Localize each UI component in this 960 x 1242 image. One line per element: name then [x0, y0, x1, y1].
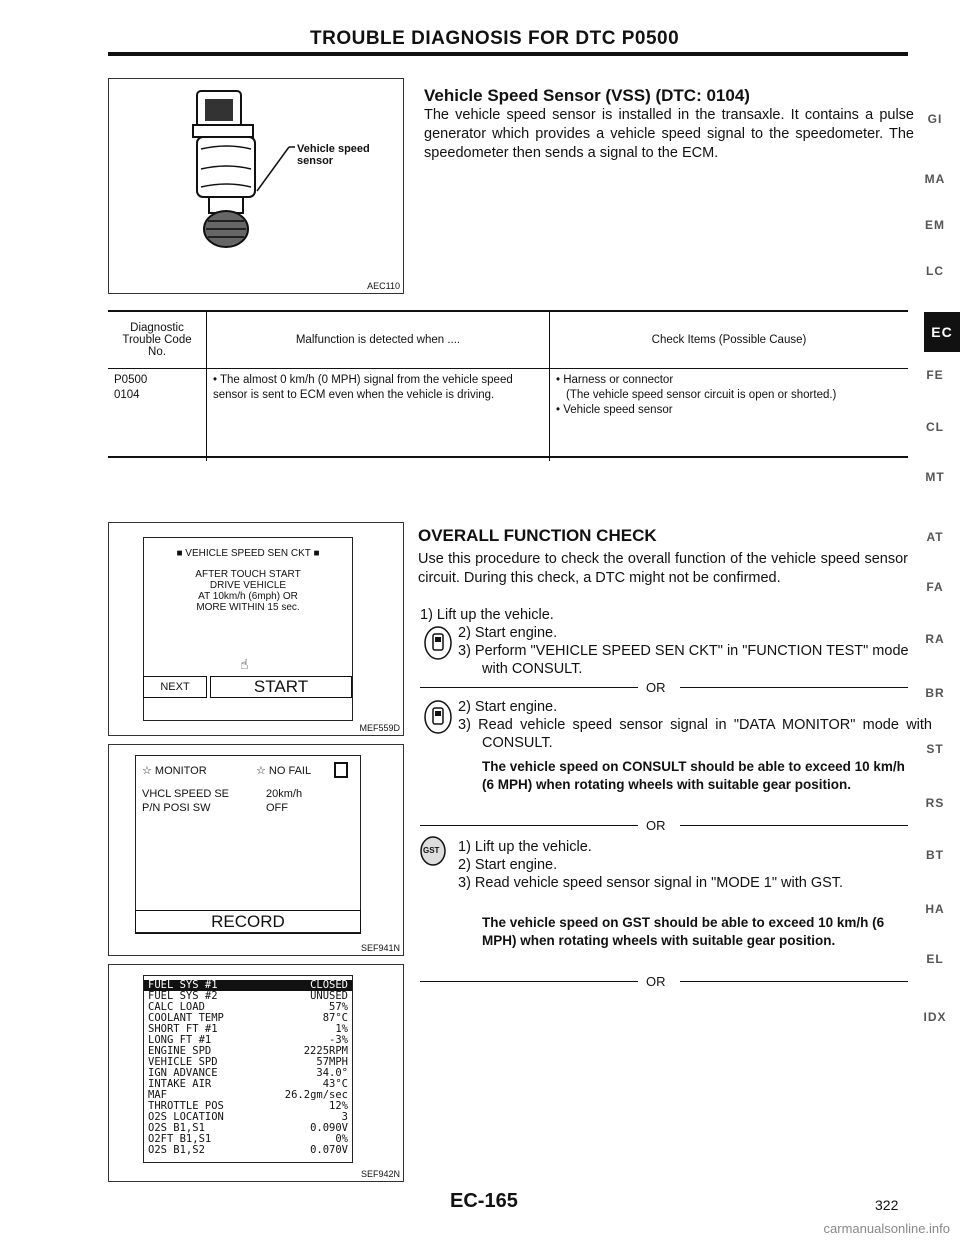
or-divider: [420, 680, 908, 694]
gst-data-row: [144, 1145, 352, 1156]
sensor-callout: Vehicle speed sensor: [297, 143, 370, 167]
monitor-row-label: P/N POSI SW: [142, 802, 211, 814]
cell-dtc-code: P0500 0104: [108, 369, 207, 462]
cell-malfunction: • The almost 0 km/h (0 MPH) signal from the vehicle speed sensor is sent to ECM even when the vehicle is driving.: [207, 369, 550, 462]
section-tab-lc[interactable]: LC: [926, 264, 944, 278]
consult-screen: [143, 537, 353, 721]
gst-row-value: 0.090V: [310, 1122, 348, 1134]
gst-row-label: FUEL SYS #2: [148, 990, 218, 1002]
page-number: 322: [875, 1197, 899, 1213]
section-tab-ma[interactable]: MA: [924, 172, 946, 186]
gst-screen: [143, 975, 353, 1163]
gst-row-label: CALC LOAD: [148, 1001, 205, 1013]
check-item: • Vehicle speed sensor: [556, 404, 673, 416]
section-tab-idx[interactable]: IDX: [923, 1010, 947, 1024]
figure-code: SEF941N: [360, 943, 400, 953]
gst-row-value: 3: [341, 1111, 348, 1123]
or-label: OR: [646, 680, 666, 695]
gst-row-label: ENGINE SPD: [148, 1045, 212, 1057]
gst-row-label: O2S B1,S1: [148, 1122, 205, 1134]
gst-row-label: COOLANT TEMP: [148, 1012, 224, 1024]
gst-row-value: 26.2gm/sec: [284, 1089, 348, 1101]
data-monitor-screen: [135, 755, 361, 933]
figure-code: SEF942N: [360, 1169, 400, 1179]
screen-line: AFTER TOUCH START: [195, 569, 301, 580]
screen-line: MORE WITHIN 15 sec.: [196, 602, 300, 613]
table-row: [108, 369, 908, 462]
gst-row-value: -3%: [329, 1034, 348, 1046]
gst-data-figure: [108, 964, 404, 1182]
section-tab-ha[interactable]: HA: [925, 902, 945, 916]
figure-code: MEF559D: [359, 723, 400, 733]
gst-row-label: LONG FT #1: [148, 1034, 212, 1046]
gst-row-label: O2S B1,S2: [148, 1144, 205, 1156]
gst-row-value: 1%: [335, 1023, 348, 1035]
gst-row-label: O2FT B1,S1: [148, 1133, 212, 1145]
gst-icon: [420, 836, 446, 866]
gst-row-label: SHORT FT #1: [148, 1023, 218, 1035]
section-tab-bt[interactable]: BT: [926, 848, 944, 862]
gst-row-label: MAF: [148, 1089, 167, 1101]
page-title: TROUBLE DIAGNOSIS FOR DTC P0500: [310, 28, 680, 49]
section-tab-gi[interactable]: GI: [927, 112, 943, 126]
section-tab-fa[interactable]: FA: [926, 580, 944, 594]
monitor-row-value: OFF: [266, 802, 288, 814]
gst-row-value: CLOSED: [310, 979, 348, 991]
page-code: EC-165: [450, 1190, 518, 1212]
section-tab-br[interactable]: BR: [925, 686, 945, 700]
vehicle-speed-sensor-illustration: [109, 79, 403, 293]
gst-row-value: 2225RPM: [303, 1045, 348, 1057]
table-bottom-rule: [108, 456, 908, 458]
section-tab-el[interactable]: EL: [926, 952, 944, 966]
checkbox-icon[interactable]: [334, 762, 348, 778]
gst-row-value: 57%: [329, 1001, 348, 1013]
check-item: • Harness or connector: [556, 374, 674, 386]
step-text: 3) Read vehicle speed sensor signal in "MODE 1" with GST.: [458, 875, 844, 891]
table-header-row: [108, 312, 908, 369]
consult-screen-figure: [108, 522, 404, 736]
gst-row-label: INTAKE AIR: [148, 1078, 212, 1090]
step-note: The vehicle speed on CONSULT should be able to exceed 10 km/h (6 MPH) when rotating wheels with suitable gear position.: [482, 759, 905, 792]
cell-check-items: [550, 369, 909, 462]
sensor-figure: [108, 78, 404, 294]
step-note: The vehicle speed on GST should be able to exceed 10 km/h (6 MPH) when rotating wheels with suitable gear position.: [482, 915, 885, 948]
section-tab-ec[interactable]: EC: [924, 312, 960, 352]
section-tab-em[interactable]: EM: [925, 218, 945, 232]
consult-icon: [424, 626, 452, 665]
or-label: OR: [646, 818, 666, 833]
check-heading: OVERALL FUNCTION CHECK: [418, 526, 657, 545]
monitor-row-value: 20km/h: [266, 788, 303, 800]
screen-line: DRIVE VEHICLE: [209, 580, 287, 591]
step-text: 2) Start engine.: [458, 699, 558, 715]
gst-row-label: IGN ADVANCE: [148, 1067, 218, 1079]
gst-row-label: VEHICLE SPD: [148, 1056, 218, 1068]
figure-code: AEC110: [367, 281, 400, 291]
record-button[interactable]: RECORD: [135, 910, 361, 934]
section-tab-mt[interactable]: MT: [925, 470, 945, 484]
gst-row-value: 57MPH: [316, 1056, 348, 1068]
screen-line: AT 10km/h (6mph) OR: [198, 591, 298, 602]
vss-description: The vehicle speed sensor is installed in the transaxle. It contains a pulse generator which provides a vehicle speed signal to the speedometer. The speedometer then sends a signal to the ECM.: [424, 107, 914, 161]
check-item: (The vehicle speed sensor circuit is open or shorted.): [566, 389, 837, 401]
monitor-label: ☆ MONITOR: [142, 765, 207, 777]
gst-icon-label: GST: [423, 846, 440, 855]
gst-row-value: UNUSED: [310, 990, 348, 1002]
data-monitor-figure: [108, 744, 404, 956]
or-divider: [420, 974, 908, 988]
vss-heading: Vehicle Speed Sensor (VSS) (DTC: 0104): [424, 86, 750, 105]
section-tab-at[interactable]: AT: [926, 530, 944, 544]
or-label: OR: [646, 974, 666, 989]
section-tab-cl[interactable]: CL: [926, 420, 944, 434]
step-text: 1) Lift up the vehicle.: [458, 839, 592, 855]
start-button[interactable]: START: [210, 676, 352, 698]
hand-pointer-icon: ☝: [240, 656, 249, 672]
gst-row-value: 43°C: [322, 1078, 348, 1090]
screen-title: ■ VEHICLE SPEED SEN CKT ■: [176, 548, 320, 559]
step-text: 2) Start engine.: [458, 857, 558, 873]
section-tab-rs[interactable]: RS: [925, 796, 945, 810]
step-text: 3) Perform "VEHICLE SPEED SEN CKT" in "FUNCTION TEST" mode with CONSULT.: [458, 643, 909, 677]
gst-row-label: THROTTLE POS: [148, 1100, 224, 1112]
gst-row-value: 0.070V: [310, 1144, 348, 1156]
nofail-label: ☆ NO FAIL: [256, 765, 312, 777]
monitor-row-label: VHCL SPEED SE: [142, 788, 230, 800]
section-tab-st[interactable]: ST: [926, 742, 944, 756]
header-check-items: Check Items (Possible Cause): [550, 312, 909, 369]
gst-row-value: 34.0°: [316, 1067, 348, 1079]
check-intro: Use this procedure to check the overall function of the vehicle speed sensor circuit. During this check, a DTC might not be confirmed.: [418, 551, 908, 586]
header-dtc-no: Diagnostic Trouble Code No.: [108, 312, 207, 369]
gst-row-label: O2S LOCATION: [148, 1111, 224, 1123]
gst-row-label: FUEL SYS #1: [148, 979, 218, 991]
consult-icon: [424, 700, 452, 739]
or-divider: [420, 818, 908, 832]
step-text: 2) Start engine.: [458, 625, 558, 641]
watermark: carmanualsonline.info: [823, 1221, 950, 1236]
title-rule: [108, 52, 908, 56]
header-malfunction: Malfunction is detected when ....: [207, 312, 550, 369]
gst-row-value: 0%: [335, 1133, 348, 1145]
section-tab-fe[interactable]: FE: [926, 368, 944, 382]
gst-row-value: 12%: [329, 1100, 348, 1112]
dtc-table: [108, 312, 908, 461]
step-text: 1) Lift up the vehicle.: [420, 607, 554, 623]
next-button[interactable]: NEXT: [143, 676, 207, 698]
gst-row-value: 87°C: [322, 1012, 348, 1024]
section-tab-ra[interactable]: RA: [925, 632, 945, 646]
step-text: 3) Read vehicle speed sensor signal in "DATA MONITOR" mode with CONSULT.: [458, 717, 932, 751]
